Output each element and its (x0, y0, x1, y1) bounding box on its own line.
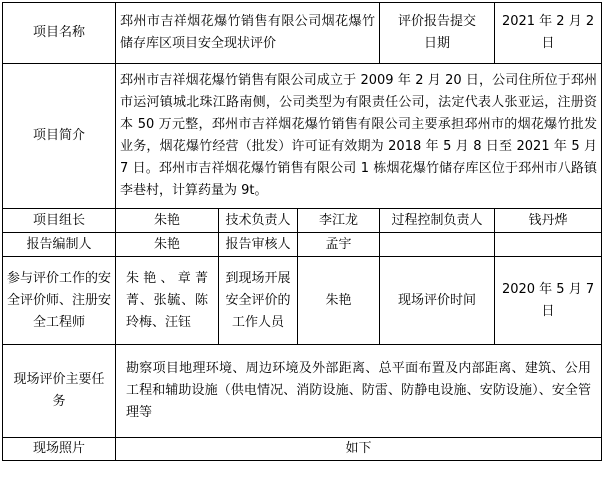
process-control-label: 过程控制负责人 (380, 209, 495, 233)
row-report-author (3, 233, 602, 257)
tasks-text: 勘察项目地理环境、周边环境及外部距离、总平面布置及内部距离、建筑、公用工程和辅助设施（供电情况、消防设施、防雷、防静电设施、安防设施）、安全管理等 (116, 345, 602, 438)
empty-cell (380, 233, 495, 257)
row-project-name (3, 3, 602, 64)
evaluation-info-table (2, 2, 602, 461)
participants-label: 参与评价工作的安全评价师、注册安全工程师 (3, 257, 116, 345)
submit-date-label: 评价报告提交日期 (380, 3, 495, 64)
tasks-label: 现场评价主要任务 (3, 345, 116, 438)
onsite-staff-label: 到现场开展安全评价的工作人员 (219, 257, 298, 345)
leader-label: 项目组长 (3, 209, 116, 233)
onsite-staff-value: 朱艳 (298, 257, 380, 345)
process-control-value: 钱丹烨 (495, 209, 602, 233)
author-label: 报告编制人 (3, 233, 116, 257)
row-participants (3, 257, 602, 345)
row-project-intro (3, 64, 602, 209)
participants-value: 朱艳、章菁菁、张毓、陈玲梅、汪钰 (116, 257, 219, 345)
tech-lead-label: 技术负责人 (219, 209, 298, 233)
row-main-tasks (3, 345, 602, 438)
project-name-label: 项目名称 (3, 3, 116, 64)
photos-label: 现场照片 (3, 438, 116, 461)
tech-lead-value: 李江龙 (298, 209, 380, 233)
author-value: 朱艳 (116, 233, 219, 257)
project-intro-text: 邳州市吉祥烟花爆竹销售有限公司成立于 2009 年 2 月 20 日，公司住所位于邳州市运河镇城北珠江路南侧，公司类型为有限责任公司，法定代表人张亚运，注册资本 50 万元整，邳州市吉祥烟花爆竹销售有限公司主要承担邳州市的烟花爆竹批发业务，烟花爆竹经营（批发）许可证有效期为 2018 年 5 月 8 日至 2021 年 5 月 7 日。邳州市吉祥烟花爆竹销售有限公司 1 栋烟花爆竹储存库区位于邳州市八路镇李巷村，计算药量为 9t。 (116, 64, 602, 209)
reviewer-label: 报告审核人 (219, 233, 298, 257)
project-name-value: 邳州市吉祥烟花爆竹销售有限公司烟花爆竹储存库区项目安全现状评价 (116, 3, 380, 64)
onsite-time-value: 2020 年 5 月 7 日 (495, 257, 602, 345)
photos-value: 如下 (116, 438, 602, 461)
row-team-leader (3, 209, 602, 233)
row-site-photos (3, 438, 602, 461)
submit-date-value: 2021 年 2 月 2 日 (495, 3, 602, 64)
project-intro-label: 项目简介 (3, 64, 116, 209)
reviewer-value: 孟宇 (298, 233, 380, 257)
empty-cell (495, 233, 602, 257)
onsite-time-label: 现场评价时间 (380, 257, 495, 345)
leader-value: 朱艳 (116, 209, 219, 233)
